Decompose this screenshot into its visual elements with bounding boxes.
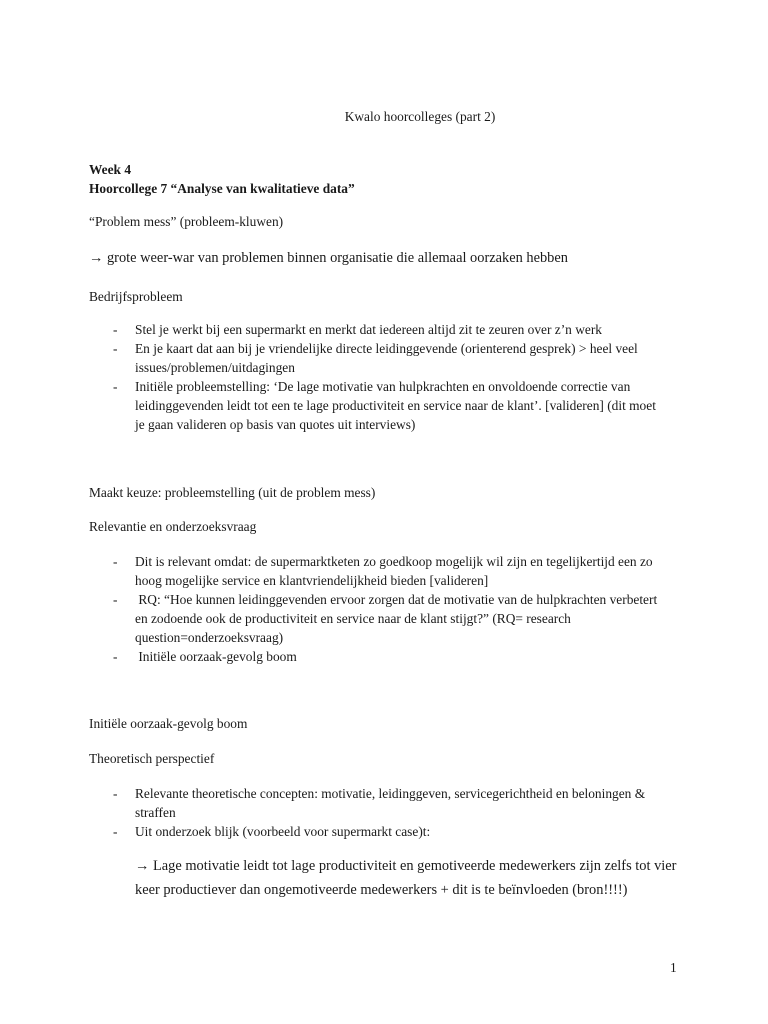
problem-mess-line: “Problem mess” (probleem-kluwen) [89, 214, 284, 229]
lecture-heading: Hoorcollege 7 “Analyse van kwalitatieve data” [89, 181, 355, 196]
list-item-text-line: En je kaart dat aan bij je vriendelijke directe leidinggevende (orienterend gesprek) > heel veel [135, 341, 638, 356]
bullet-dash: - [113, 649, 118, 664]
list-item [89, 590, 689, 647]
list-item-text-line: je gaan valideren op basis van quotes uit interviews) [135, 417, 416, 432]
list-item-text-line: issues/problemen/uitdagingen [135, 360, 295, 375]
arrow-line-text: → Lage motivatie leidt tot lage productiviteit en gemotiveerde medewerkers zijn zelfs tot vier [135, 858, 677, 874]
list-item-text-line: en zodoende ook de productiviteit en service naar de klant stijgt?” (RQ= research [135, 611, 571, 626]
arrow-line [135, 854, 676, 902]
list-item [89, 784, 689, 822]
bullet-dash: - [113, 379, 118, 394]
list-item-text: Stel je werkt bij een supermarkt en merkt dat iedereen altijd zit te zeuren over z’n werk [135, 322, 602, 337]
arrow-line: → grote weer-war van problemen binnen organisatie die allemaal oorzaken hebben [89, 250, 568, 266]
list-item-text-line: leidinggevenden leidt tot een te lage productiviteit en service naar de klant’. [valideren] (dit moet [135, 398, 656, 413]
section-heading-bedrijfsprobleem: Bedrijfsprobleem [89, 289, 183, 304]
document-title: Kwalo hoorcolleges (part 2) [344, 109, 496, 124]
list-item [89, 552, 689, 590]
list-item [89, 320, 689, 339]
bullet-dash: - [113, 322, 118, 337]
list-item [89, 647, 689, 666]
list-item-text-line: Initiële probleemstelling: ‘De lage motivatie van hulpkrachten en onvoldoende correctie van [135, 379, 631, 394]
list-item [89, 339, 689, 377]
keuze-line: Maakt keuze: probleemstelling (uit de problem mess) [89, 485, 376, 500]
list-item-text-line: Dit is relevant omdat: de supermarktketen zo goedkoop mogelijk wil zijn en tegelijkertijd een zo [135, 554, 653, 569]
list-item-text-line: hoog mogelijke service en klantvriendelijkheid bieden [valideren] [135, 573, 489, 588]
list-item-text-line: straffen [135, 805, 176, 820]
bullet-dash: - [113, 554, 118, 569]
list-item-text-line: RQ: “Hoe kunnen leidinggevenden ervoor zorgen dat de motivatie van de hulpkrachten verbetert [135, 592, 658, 607]
bullet-dash: - [113, 824, 118, 839]
bullet-list-relevantie [89, 552, 689, 666]
section-heading-theorie: Theoretisch perspectief [89, 751, 215, 766]
week-heading: Week 4 [89, 162, 132, 177]
list-item-text: Initiële oorzaak-gevolg boom [135, 649, 297, 664]
bullet-list-bedrijfsprobleem [89, 320, 689, 434]
bullet-list-theorie [89, 784, 689, 841]
bullet-dash: - [113, 592, 118, 607]
list-item [89, 377, 689, 434]
list-item-text-line: Relevante theoretische concepten: motivatie, leidinggeven, servicegerichtheid en beloningen & [135, 786, 646, 801]
section-heading-relevantie: Relevantie en onderzoeksvraag [89, 519, 257, 534]
list-item [89, 822, 689, 841]
arrow-line-text: keer productiever dan ongemotiveerde medewerkers + dit is te beïnvloeden (bron!!!!) [135, 882, 628, 898]
bullet-dash: - [113, 786, 118, 801]
list-item-text: Uit onderzoek blijk (voorbeeld voor supermarkt case)t: [135, 824, 431, 839]
section-heading-oorzaak: Initiële oorzaak-gevolg boom [89, 716, 248, 731]
bullet-dash: - [113, 341, 118, 356]
page-number: 1 [670, 960, 677, 975]
list-item-text-line: question=onderzoeksvraag) [135, 630, 284, 645]
